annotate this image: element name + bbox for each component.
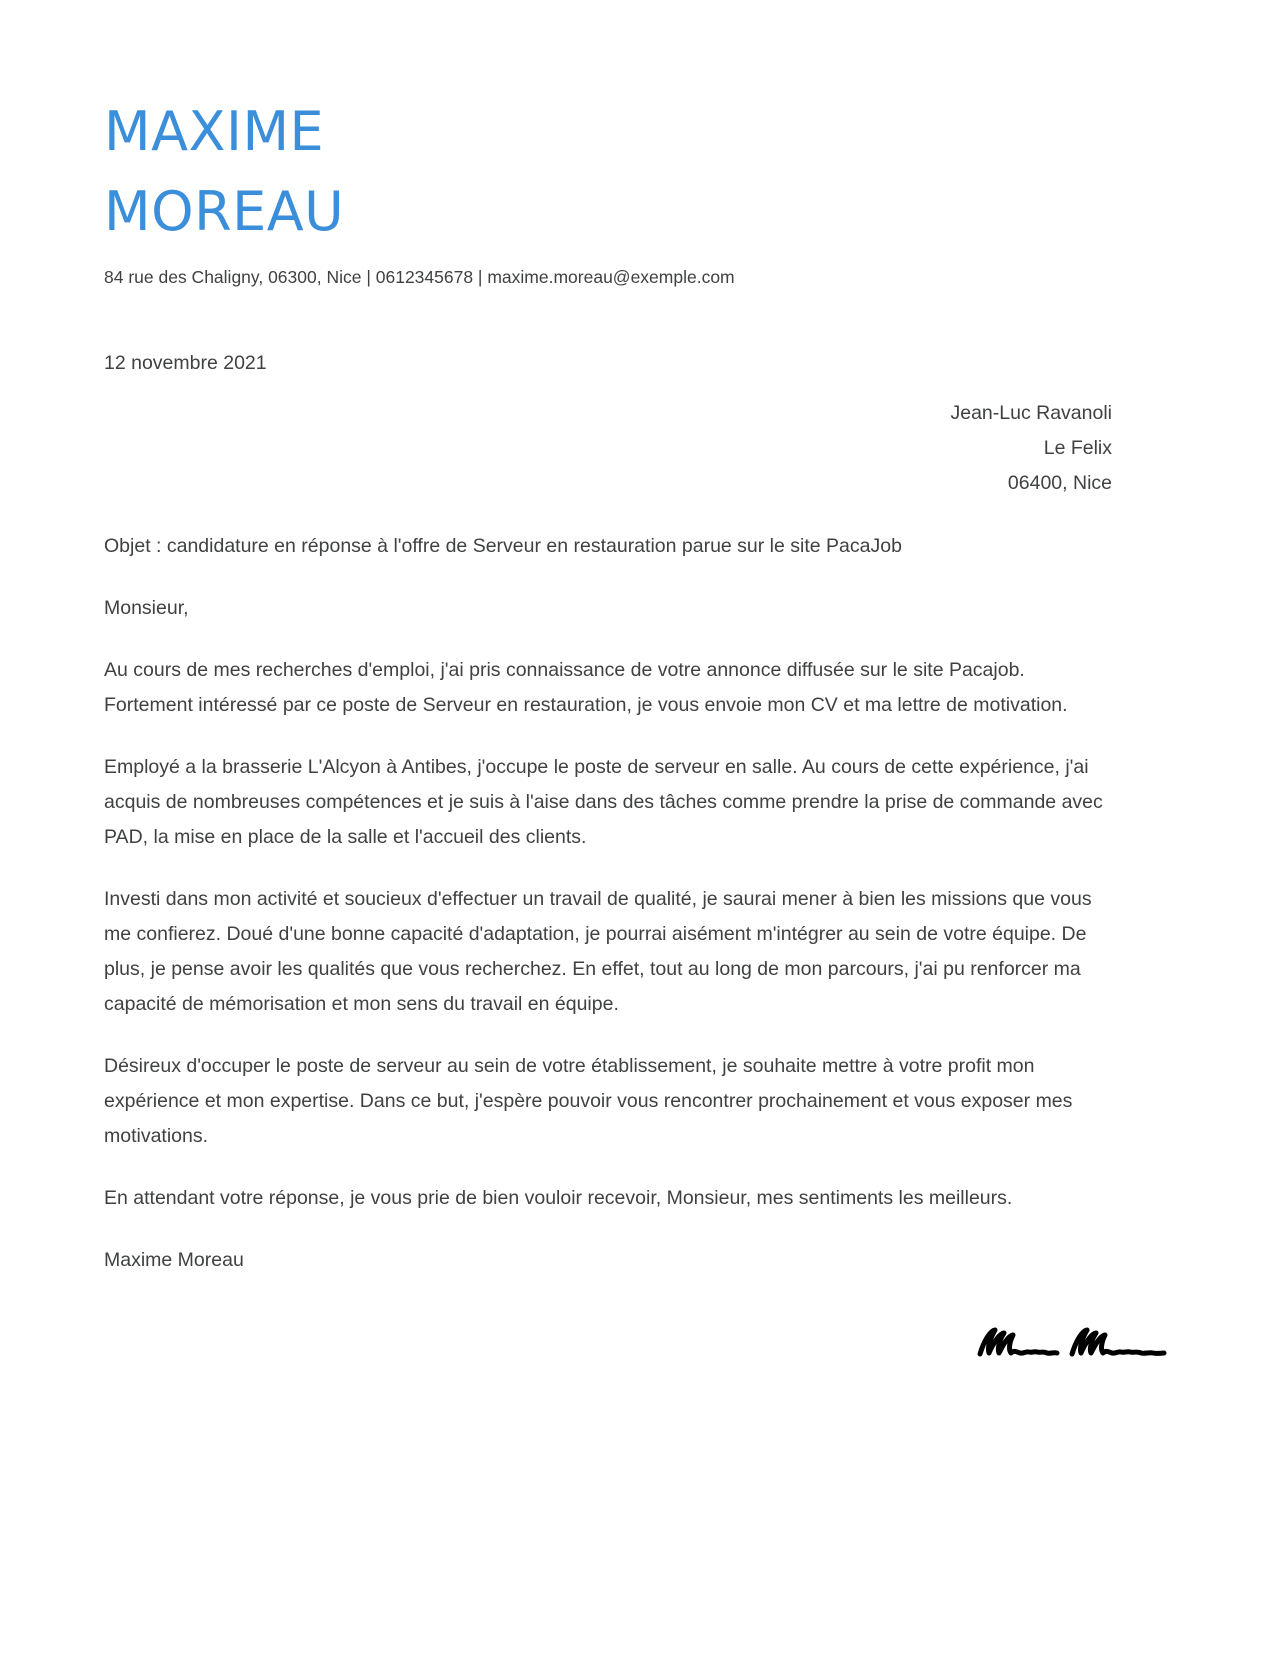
recipient-company: Le Felix [1043, 437, 1112, 459]
subject-line: Objet : candidature en réponse à l'offre de Serveur en restauration parue sur le site PacaJob [104, 535, 902, 557]
signoff-name: Maxime Moreau [104, 1249, 244, 1271]
recipient-city: 06400, Nice [1007, 472, 1112, 494]
body-paragraph: En attendant votre réponse, je vous prie de bien vouloir recevoir, Monsieur, mes sentiments les meilleurs. [104, 1187, 1013, 1209]
candidate-name [104, 92, 1112, 252]
recipient-name: Jean-Luc Ravanoli [950, 402, 1112, 424]
body-paragraph: Désireux d'occuper le poste de serveur au sein de votre établissement, je souhaite mettre à votre profit mon expérience et mon expertise. Dans ce but, j'espère pouvoir vous rencontrer prochainement et vous exposer mes motivations. [104, 1055, 1073, 1147]
candidate-first-name: MAXIME [104, 100, 325, 163]
body-paragraph: Investi dans mon activité et soucieux d'effectuer un travail de qualité, je saurai mener à bien les missions que vous me confierez. Doué d'une bonne capacité d'adaptation, je pourrai aisément m'intégrer au sein de votre équipe. De plus, je pense avoir les qualités que vous recherchez. En effet, tout au long de mon parcours, j'ai pu renforcer ma capacité de mémorisation et mon sens du travail en équipe. [104, 888, 1092, 1015]
body-paragraph: Au cours de mes recherches d'emploi, j'ai pris connaissance de votre annonce diffusée sur le site Pacajob. Fortement intéressé par ce poste de Serveur en restauration, je vous envoie mon CV et ma lettre de motivation. [104, 659, 1068, 716]
candidate-last-name: MOREAU [104, 180, 345, 243]
signature-image [976, 1326, 1168, 1360]
recipient-block [104, 396, 1112, 501]
body-paragraph: Employé a la brasserie L'Alcyon à Antibes, j'occupe le poste de serveur en salle. Au cours de cette expérience, j'ai acquis de nombreuses compétences et je suis à l'aise dans des tâches comme prendre la prise de commande avec PAD, la mise en place de la salle et l'accueil des clients. [104, 756, 1103, 848]
letter-date: 12 novembre 2021 [104, 352, 267, 374]
salutation: Monsieur, [104, 597, 189, 619]
contact-line: 84 rue des Chaligny, 06300, Nice | 0612345678 | maxime.moreau@exemple.com [104, 267, 735, 287]
signature-row [104, 1326, 1112, 1360]
